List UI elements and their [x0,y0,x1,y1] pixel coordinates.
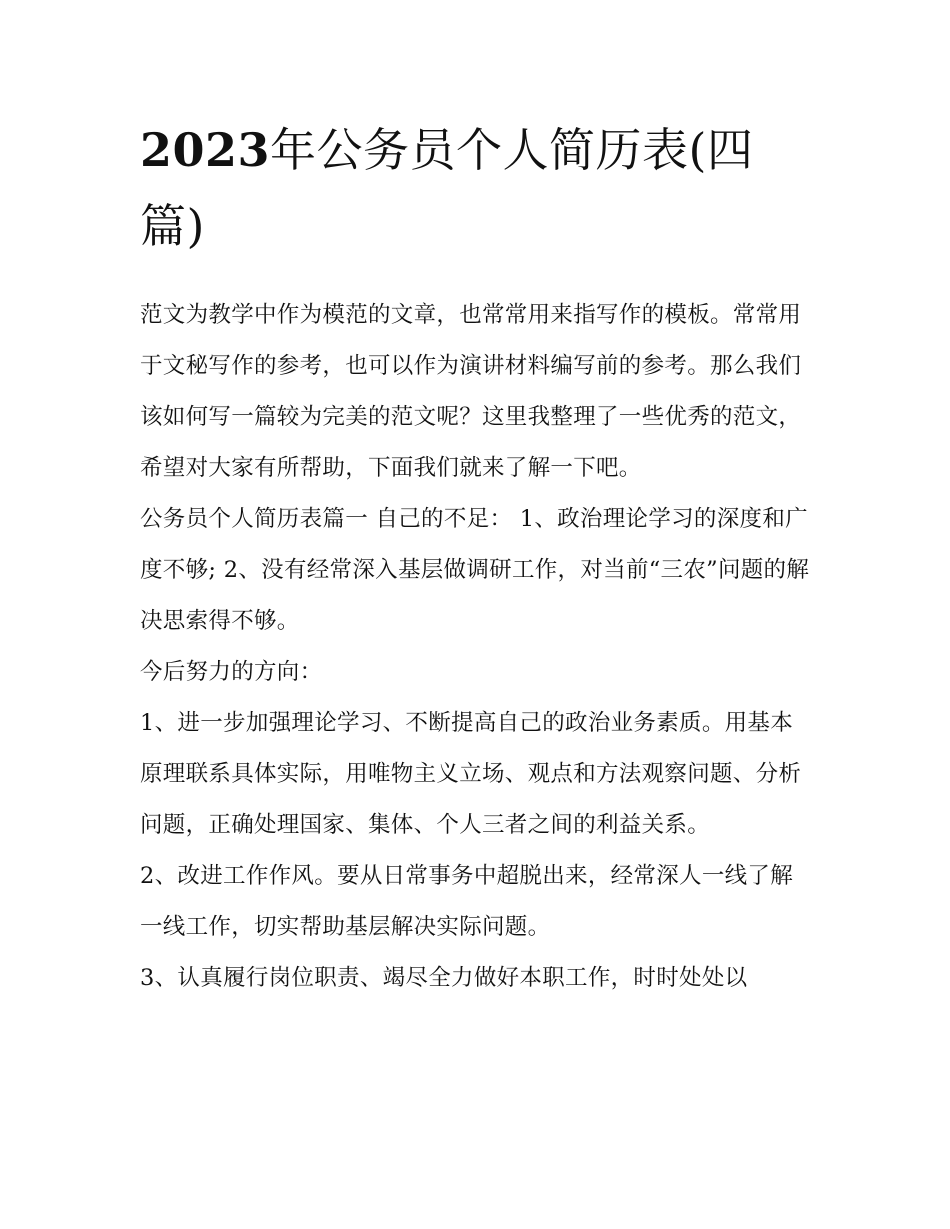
point-one-paragraph: 1、进一步加强理论学习、不断提高自己的政治业务素质。用基本原理联系具体实际，用唯物主义立场、观点和方法观察问题、分析问题，正确处理国家、集体、个人三者之间的利益关系。 [140,710,802,838]
point-three-paragraph: 3、认真履行岗位职责、竭尽全力做好本职工作，时时处处以 [140,965,748,991]
document-page [140,112,815,1004]
point-two-paragraph: 2、改进工作作风。要从日常事务中超脱出来，经常深人一线了解一线工作，切实帮助基层解决实际问题。 [140,863,794,940]
direction-heading: 今后努力的方向： [140,659,323,685]
title-year: 2023 [140,123,271,177]
intro-paragraph: 范文为教学中作为模范的文章，也常常用来指写作的模板。常常用于文秘写作的参考，也可以作为演讲材料编写前的参考。那么我们该如何写一篇较为完美的范文呢？这里我整理了一些优秀的范文，希望对大家有所帮助，下面我们就来了解一下吧。 [140,302,802,481]
title-text: 年公务员个人简历表(四篇) [140,123,754,253]
section-one-paragraph: 公务员个人简历表篇一 自己的不足： 1、政治理论学习的深度和广度不够; 2、没有经常深入基层做调研工作，对当前“三农”问题的解决思索得不够。 [140,506,810,634]
document-body [140,290,815,1004]
document-title [140,112,815,264]
